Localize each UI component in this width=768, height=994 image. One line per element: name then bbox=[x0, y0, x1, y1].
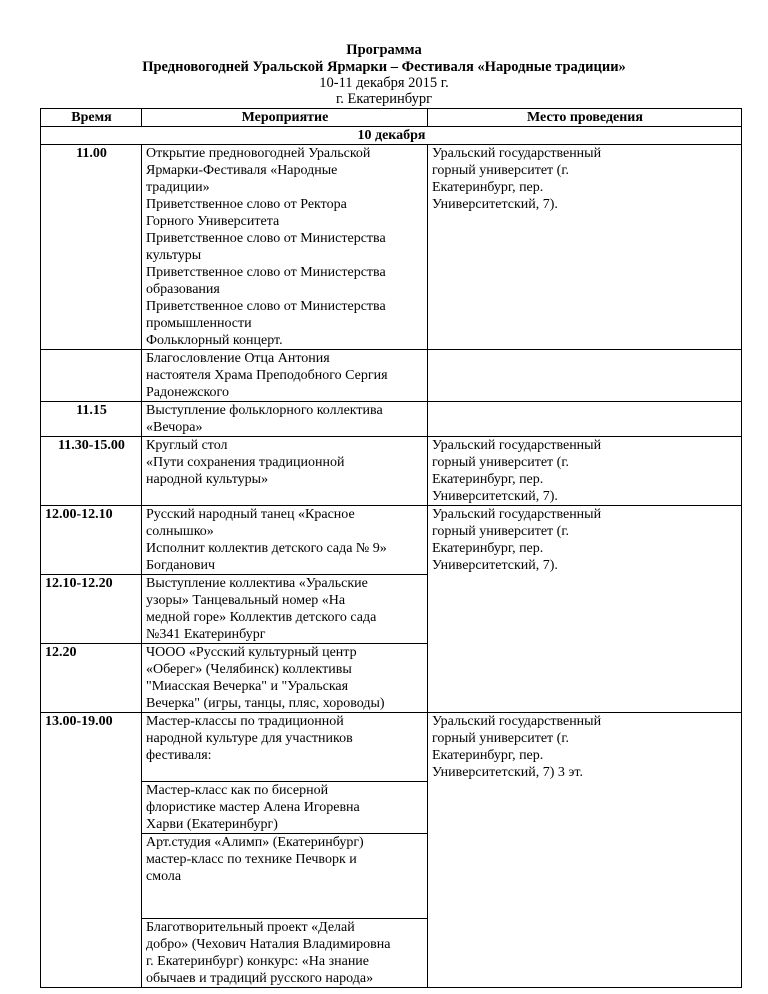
event-line: Открытие предновогодней Уральской bbox=[146, 146, 371, 161]
place-cell bbox=[428, 713, 742, 988]
place-line: Университетский, 7). bbox=[432, 197, 558, 212]
event-line: г. Екатеринбург) конкурс: «На знание bbox=[146, 954, 370, 969]
event-line: промышленности bbox=[146, 316, 252, 331]
event-line: Исполнит коллектив детского сада № 9» bbox=[146, 541, 387, 556]
place-line: горный университет (г. bbox=[432, 524, 569, 539]
event-cell bbox=[142, 145, 428, 350]
column-header-place: Место проведения bbox=[428, 109, 742, 127]
event-line: фестиваля: bbox=[146, 748, 212, 763]
event-cell bbox=[142, 834, 428, 919]
place-line: Екатеринбург, пер. bbox=[432, 541, 544, 556]
event-line: Выступление коллектива «Уральские bbox=[146, 576, 368, 591]
table-row bbox=[41, 145, 742, 350]
event-line: смола bbox=[146, 869, 182, 884]
event-line: Радонежского bbox=[146, 385, 229, 400]
place-cell bbox=[428, 402, 742, 437]
place-line: горный университет (г. bbox=[432, 455, 569, 470]
event-line: узоры» Танцевальный номер «На bbox=[146, 593, 346, 608]
event-line: Приветственное слово от Ректора bbox=[146, 197, 347, 212]
event-line: флористике мастер Алена Игоревна bbox=[146, 800, 360, 815]
place-line: Университетский, 7) 3 эт. bbox=[432, 765, 583, 780]
event-line: Благословление Отца Антония bbox=[146, 351, 330, 366]
doc-city: г. Екатеринбург bbox=[335, 91, 433, 107]
event-line: Приветственное слово от Министерства bbox=[146, 231, 386, 246]
event-cell bbox=[142, 506, 428, 575]
time-cell: 12.00-12.10 bbox=[41, 506, 142, 575]
event-line: №341 Екатеринбург bbox=[146, 627, 266, 642]
event-line: настоятеля Храма Преподобного Сергия bbox=[146, 368, 388, 383]
table-row bbox=[41, 713, 742, 782]
event-line: народной культуры» bbox=[146, 472, 269, 487]
event-cell bbox=[142, 644, 428, 713]
place-line: Уральский государственный bbox=[432, 714, 602, 729]
table-row bbox=[41, 506, 742, 575]
event-line: Фольклорный концерт. bbox=[146, 333, 283, 348]
event-line: Богданович bbox=[146, 558, 216, 573]
event-line: культуры bbox=[146, 248, 202, 263]
event-line: Приветственное слово от Министерства bbox=[146, 299, 386, 314]
table-row bbox=[41, 437, 742, 506]
event-line: традиции» bbox=[146, 180, 210, 195]
time-cell bbox=[41, 350, 142, 402]
place-line: Екатеринбург, пер. bbox=[432, 748, 544, 763]
event-line: «Вечора» bbox=[146, 420, 203, 435]
event-cell bbox=[142, 919, 428, 988]
event-line: Круглый стол bbox=[146, 438, 228, 453]
column-header-time: Время bbox=[41, 109, 142, 127]
event-line: Приветственное слово от Министерства bbox=[146, 265, 386, 280]
time-cell: 11.15 bbox=[41, 402, 142, 437]
doc-subtitle: Предновогодней Уральской Ярмарки – Фестиваля «Народные традиции» bbox=[142, 59, 626, 75]
place-line: Екатеринбург, пер. bbox=[432, 472, 544, 487]
event-line: ЧООО «Русский культурный центр bbox=[146, 645, 357, 660]
event-line: солнышко» bbox=[146, 524, 214, 539]
event-line: «Оберег» (Челябинск) коллективы bbox=[146, 662, 352, 677]
place-line: Уральский государственный bbox=[432, 146, 602, 161]
event-line: Выступление фольклорного коллектива bbox=[146, 403, 383, 418]
event-line: «Пути сохранения традиционной bbox=[146, 455, 345, 470]
event-line: народной культуре для участников bbox=[146, 731, 353, 746]
doc-dates: 10-11 декабря 2015 г. bbox=[319, 75, 449, 91]
table-header-row bbox=[41, 109, 742, 127]
event-line: Горного Университета bbox=[146, 214, 280, 229]
place-line: Университетский, 7). bbox=[432, 489, 558, 504]
place-cell bbox=[428, 506, 742, 713]
event-line: Русский народный танец «Красное bbox=[146, 507, 355, 522]
event-line: Мастер-класс как по бисерной bbox=[146, 783, 329, 798]
table-row bbox=[41, 350, 742, 402]
event-line: мастер-класс по технике Печворк и bbox=[146, 852, 357, 867]
time-cell: 11.00 bbox=[41, 145, 142, 350]
day-label: 10 декабря bbox=[41, 127, 742, 145]
event-line: Харви (Екатеринбург) bbox=[146, 817, 278, 832]
event-cell bbox=[142, 402, 428, 437]
time-cell: 12.20 bbox=[41, 644, 142, 713]
event-line: добро» (Чехович Наталия Владимировна bbox=[146, 937, 391, 952]
table-row bbox=[41, 402, 742, 437]
place-line: Уральский государственный bbox=[432, 438, 602, 453]
place-line: горный университет (г. bbox=[432, 731, 569, 746]
day-row bbox=[41, 127, 742, 145]
event-cell bbox=[142, 782, 428, 834]
place-line: горный университет (г. bbox=[432, 163, 569, 178]
place-cell bbox=[428, 437, 742, 506]
event-cell bbox=[142, 350, 428, 402]
column-header-event: Мероприятие bbox=[142, 109, 428, 127]
place-line: Университетский, 7). bbox=[432, 558, 558, 573]
event-line: медной горе» Коллектив детского сада bbox=[146, 610, 377, 625]
time-cell: 13.00-19.00 bbox=[41, 713, 142, 988]
event-line: Мастер-классы по традиционной bbox=[146, 714, 344, 729]
event-cell bbox=[142, 437, 428, 506]
time-cell: 11.30-15.00 bbox=[41, 437, 142, 506]
event-line: Вечерка" (игры, танцы, пляс, хороводы) bbox=[146, 696, 385, 711]
event-line: Благотворительный проект «Делай bbox=[146, 920, 355, 935]
place-cell bbox=[428, 350, 742, 402]
place-line: Уральский государственный bbox=[432, 507, 602, 522]
event-cell bbox=[142, 575, 428, 644]
doc-title: Программа bbox=[346, 42, 422, 58]
event-cell bbox=[142, 713, 428, 782]
place-cell bbox=[428, 145, 742, 350]
event-line: образования bbox=[146, 282, 220, 297]
event-line: Арт.студия «Алимп» (Екатеринбург) bbox=[146, 835, 364, 850]
event-line: "Миасская Вечерка" и "Уральская bbox=[146, 679, 349, 694]
place-line: Екатеринбург, пер. bbox=[432, 180, 544, 195]
event-line: Ярмарки-Фестиваля «Народные bbox=[146, 163, 338, 178]
time-cell: 12.10-12.20 bbox=[41, 575, 142, 644]
event-line: обычаев и традиций русского народа» bbox=[146, 971, 374, 986]
program-table bbox=[40, 108, 742, 988]
